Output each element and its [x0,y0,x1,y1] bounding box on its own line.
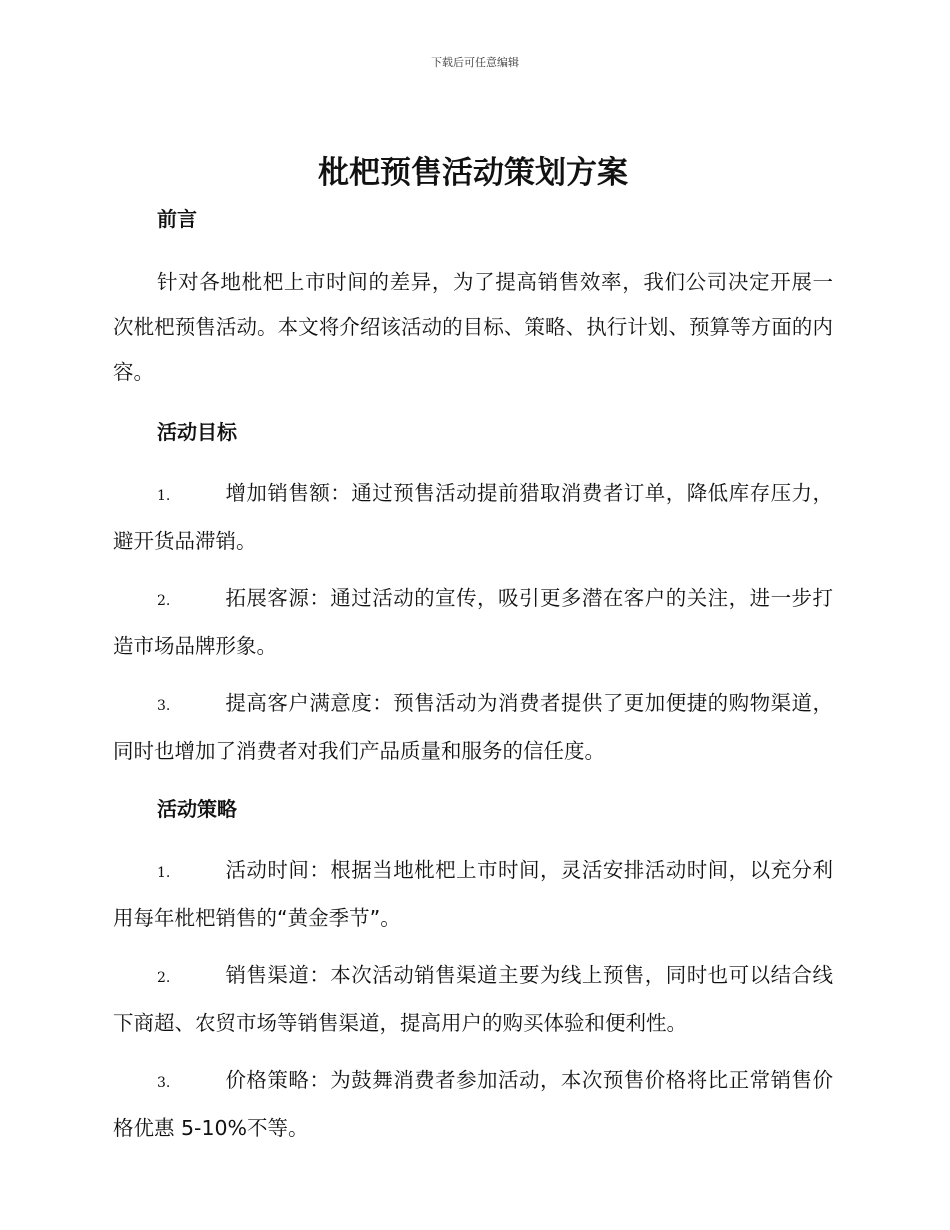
goal-text: 增加销售额：通过预售活动提前猎取消费者订单，降低库存压力，避开货品滞销。 [113,481,833,553]
list-number: 2. [157,970,171,986]
strategy-heading: 活动策略 [157,797,237,821]
list-number: 1. [157,488,171,504]
goal-text: 提高客户满意度：预售活动为消费者提供了更加便捷的购物渠道，同时也增加了消费者对我们产品质量和服务的信任度。 [113,691,833,763]
goal-text: 拓展客源：通过活动的宣传，吸引更多潜在客户的关注，进一步打造市场品牌形象。 [113,586,833,658]
download-note: 下载后可任意编辑 [431,56,519,69]
list-number: 1. [157,865,171,881]
document-title: 枇杷预售活动策划方案 [318,155,628,191]
strategy-text: 活动时间：根据当地枇杷上市时间，灵活安排活动时间，以充分利用每年枇杷销售的“黄金季节”。 [113,858,833,930]
goals-section [113,419,833,774]
goals-heading: 活动目标 [157,420,237,444]
goal-item [113,471,833,564]
document-body [113,150,833,1163]
strategy-item [113,953,833,1046]
foreword-heading: 前言 [157,207,197,231]
goal-item [113,681,833,774]
strategy-section [113,796,833,1151]
strategy-item [113,848,833,941]
strategy-item [113,1058,833,1151]
list-number: 2. [157,593,171,609]
strategy-text: 销售渠道：本次活动销售渠道主要为线上预售，同时也可以结合线下商超、农贸市场等销售渠道，提高用户的购买体验和便利性。 [113,963,833,1035]
list-number: 3. [157,1075,171,1091]
goal-item [113,576,833,669]
strategy-text: 价格策略：为鼓舞消费者参加活动，本次预售价格将比正常销售价格优惠 5-10%不等。 [113,1068,833,1140]
foreword-paragraph: 针对各地枇杷上市时间的差异，为了提高销售效率，我们公司决定开展一次枇杷预售活动。本文将介绍该活动的目标、策略、执行计划、预算等方面的内容。 [113,270,833,384]
list-number: 3. [157,698,171,714]
